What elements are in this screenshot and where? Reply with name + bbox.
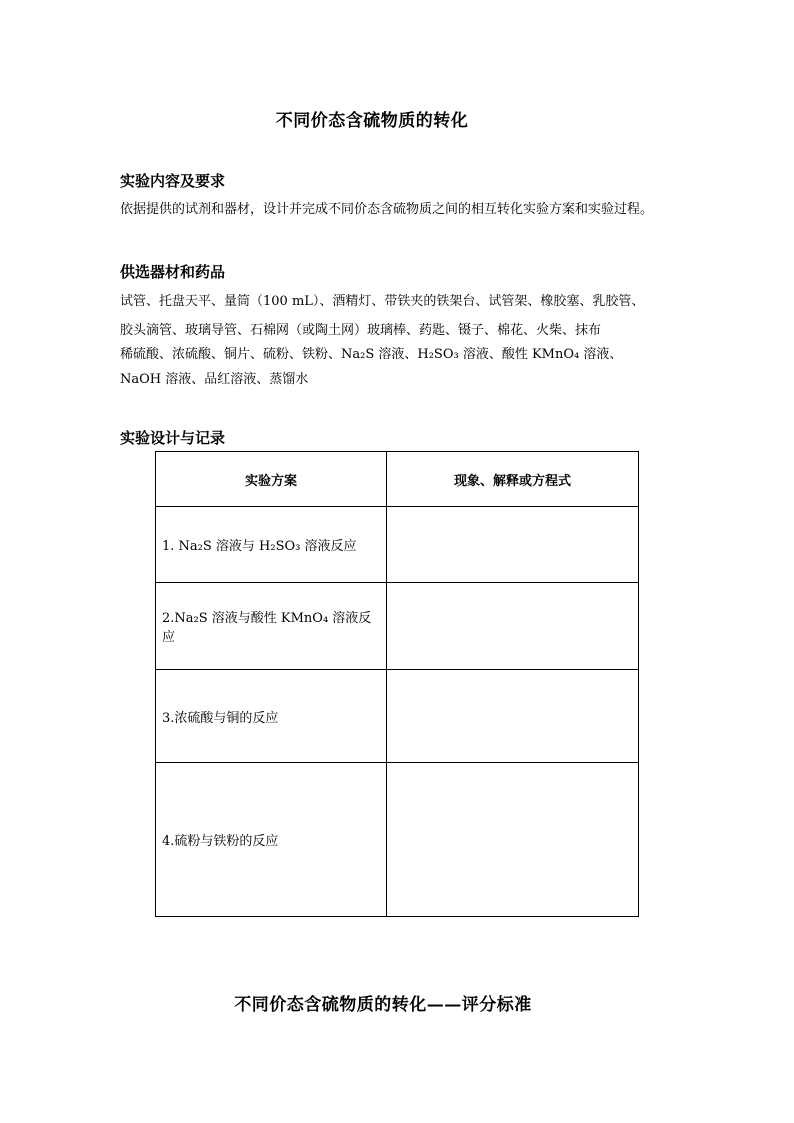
table-row xyxy=(156,507,639,583)
section-heading-requirements: 实验内容及要求 xyxy=(120,172,226,190)
row-plan-2: 2.Na₂S 溶液与酸性 KMnO₄ 溶液反应 xyxy=(156,583,387,670)
materials-line-2: 胶头滴管、玻璃导管、石棉网（或陶土网）玻璃棒、药匙、镊子、棉花、火柴、抹布 xyxy=(120,323,602,338)
row-observation-4 xyxy=(387,763,639,917)
row-plan-1: 1. Na₂S 溶液与 H₂SO₃ 溶液反应 xyxy=(156,507,387,583)
row-observation-1 xyxy=(387,507,639,583)
document-title: 不同价态含硫物质的转化 xyxy=(275,111,469,131)
section-heading-design: 实验设计与记录 xyxy=(120,429,226,447)
table-row xyxy=(156,583,639,670)
materials-line-3: 稀硫酸、浓硫酸、铜片、硫粉、铁粉、Na₂S 溶液、H₂SO₃ 溶液、酸性 KMnO₄ 溶液、 xyxy=(120,347,623,362)
row-observation-2 xyxy=(387,583,639,670)
row-plan-4: 4.硫粉与铁粉的反应 xyxy=(156,763,387,917)
scoring-title: 不同价态含硫物质的转化——评分标准 xyxy=(234,995,532,1015)
header-observation: 现象、解释或方程式 xyxy=(387,452,639,507)
requirements-text: 依据提供的试剂和器材，设计并完成不同价态含硫物质之间的相互转化实验方案和实验过程。 xyxy=(120,202,654,217)
table-header-row xyxy=(156,452,639,507)
table-row xyxy=(156,763,639,917)
table-row xyxy=(156,670,639,763)
header-plan: 实验方案 xyxy=(156,452,387,507)
row-plan-3: 3.浓硫酸与铜的反应 xyxy=(156,670,387,763)
experiment-record-table xyxy=(155,451,639,917)
materials-line-1: 试管、托盘天平、量筒（100 mL）、酒精灯、带铁夹的铁架台、试管架、橡胶塞、乳胶管、 xyxy=(120,294,645,309)
section-heading-materials: 供选器材和药品 xyxy=(120,263,226,281)
row-observation-3 xyxy=(387,670,639,763)
materials-line-4: NaOH 溶液、品红溶液、蒸馏水 xyxy=(120,372,309,387)
